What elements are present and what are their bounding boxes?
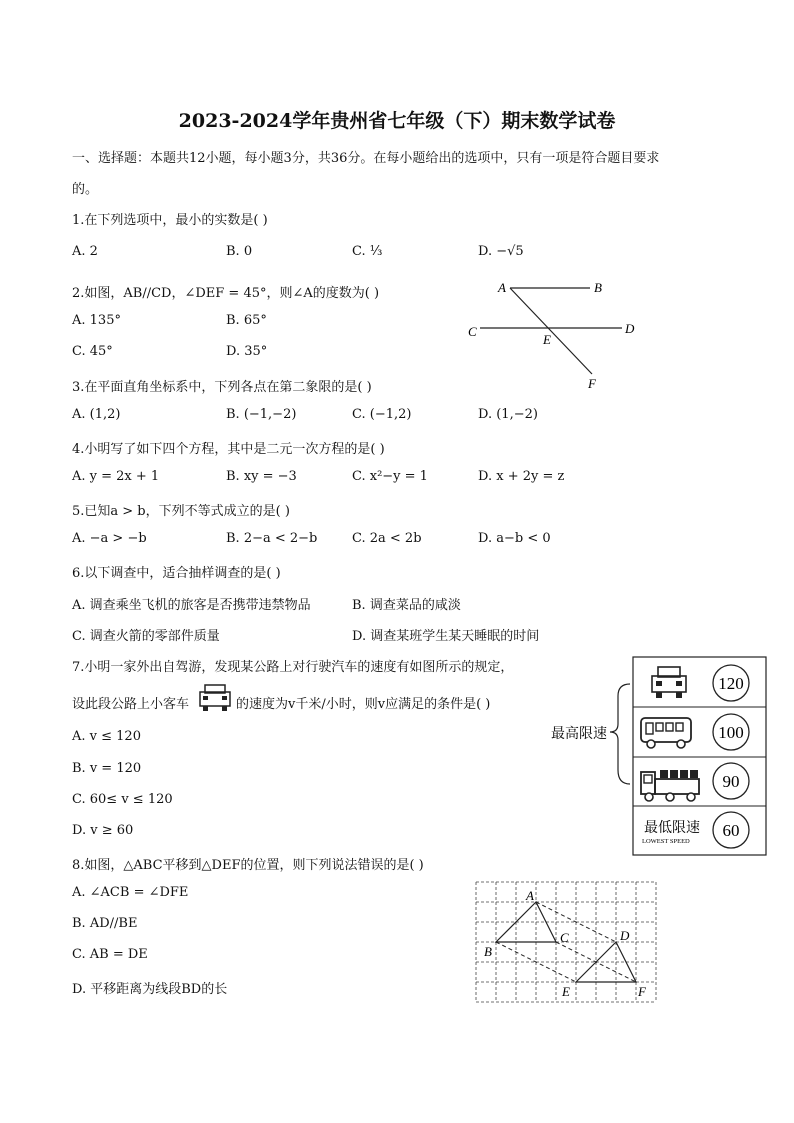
label-c: C (560, 930, 569, 945)
q2-option-b: B. 65° (226, 313, 267, 328)
limit-100: 100 (718, 723, 744, 742)
q7-option-d: D. v ≥ 60 (72, 823, 134, 838)
q3-option-b: B. (−1,−2) (226, 407, 297, 422)
q7-stem-line1: 7.小明一家外出自驾游，发现某公路上对行驶汽车的速度有如图所示的规定， (72, 660, 514, 675)
section-instruction-line2: 的。 (72, 182, 99, 197)
q2-option-a: A. 135° (72, 313, 121, 328)
q5-option-b: B. 2−a < 2−b (226, 531, 318, 546)
q8-stem: 8.如图，△ABC平移到△DEF的位置，则下列说法错误的是( ) (72, 858, 424, 873)
q8-option-a: A. ∠ACB = ∠DFE (72, 885, 189, 900)
q7-stem-line2b: 的速度为v千米/小时，则v应满足的条件是( ) (236, 697, 491, 712)
q5-option-c: C. 2a < 2b (352, 531, 422, 546)
limit-60: 60 (722, 821, 740, 840)
q6-option-a: A. 调查乘坐飞机的旅客是否携带违禁物品 (72, 598, 311, 613)
q4-option-d: D. x + 2y = z (478, 469, 565, 484)
q6-option-b: B. 调查菜品的咸淡 (352, 598, 461, 613)
q8-figure (474, 880, 664, 1006)
label-e: E (562, 984, 570, 999)
q6-stem: 6.以下调查中，适合抽样调查的是( ) (72, 566, 281, 581)
q7-option-b: B. v = 120 (72, 761, 142, 776)
label-b: B (484, 944, 492, 959)
page-title: 2023-2024学年贵州省七年级（下）期末数学试卷 (178, 110, 616, 132)
q5-option-a: A. −a > −b (72, 531, 147, 546)
label-b: B (594, 280, 602, 295)
q2-stem: 2.如图，AB//CD，∠DEF = 45°，则∠A的度数为( ) (72, 286, 380, 301)
q2-option-c: C. 45° (72, 344, 113, 359)
q4-stem: 4.小明写了如下四个方程，其中是二元一次方程的是( ) (72, 442, 385, 457)
min-speed-label: 最低限速 (644, 821, 700, 836)
q6-option-d: D. 调查某班学生某天睡眠的时间 (352, 629, 540, 644)
q3-stem: 3.在平面直角坐标系中，下列各点在第二象限的是( ) (72, 380, 372, 395)
q4-option-c: C. x²−y = 1 (352, 469, 428, 484)
label-c: C (468, 324, 477, 339)
label-f: F (588, 376, 596, 391)
q3-option-c: C. (−1,2) (352, 407, 412, 422)
q5-stem: 5.已知a > b，下列不等式成立的是( ) (72, 504, 290, 519)
q1-option-c: C. ⅓ (352, 244, 383, 259)
line-af (510, 288, 592, 374)
q1-stem: 1.在下列选项中，最小的实数是( ) (72, 213, 268, 228)
speed-limit-sign (548, 656, 770, 858)
q1-option-a: A. 2 (72, 244, 98, 259)
limit-120: 120 (718, 674, 744, 693)
q1-option-d: D. −√5 (478, 244, 524, 259)
q8-option-c: C. AB = DE (72, 947, 148, 962)
label-e: E (543, 332, 551, 347)
label-d: D (625, 321, 635, 336)
min-speed-label-en: LOWEST SPEED (642, 838, 690, 845)
q5-option-d: D. a−b < 0 (478, 531, 551, 546)
label-f: F (638, 984, 646, 999)
label-a: A (526, 888, 534, 903)
limit-90: 90 (722, 772, 740, 791)
q3-option-a: A. (1,2) (72, 407, 121, 422)
car-icon (197, 682, 233, 714)
q8-option-d: D. 平移距离为线段BD的长 (72, 982, 228, 997)
q7-option-a: A. v ≤ 120 (72, 729, 141, 744)
q6-option-c: C. 调查火箭的零部件质量 (72, 629, 220, 644)
q4-option-b: B. xy = −3 (226, 469, 297, 484)
q3-option-d: D. (1,−2) (478, 407, 538, 422)
q4-option-a: A. y = 2x + 1 (72, 469, 160, 484)
label-d: D (620, 928, 630, 943)
q2-figure (460, 276, 640, 392)
q2-option-d: D. 35° (226, 344, 268, 359)
q1-option-b: B. 0 (226, 244, 253, 259)
max-speed-label: 最高限速 (551, 727, 607, 742)
q8-option-b: B. AD//BE (72, 916, 138, 931)
q7-option-c: C. 60≤ v ≤ 120 (72, 792, 173, 807)
q7-stem-line2a: 设此段公路上小客车 (72, 697, 190, 712)
brace (610, 684, 630, 784)
label-a: A (498, 280, 506, 295)
section-instruction-line1: 一、选择题：本题共12小题，每小题3分，共36分。在每小题给出的选项中，只有一项是符合题目要求 (72, 151, 660, 166)
